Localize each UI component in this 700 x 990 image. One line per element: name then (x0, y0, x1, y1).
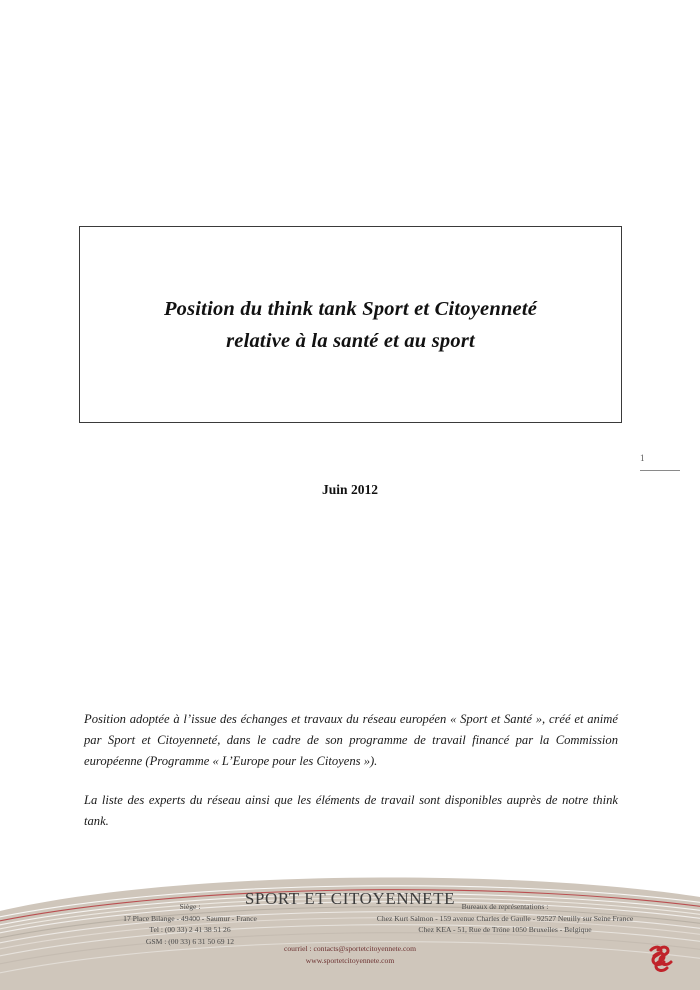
page-number-marker (640, 452, 682, 471)
document-body (84, 709, 618, 832)
sport-et-citoyennete-logo-icon (644, 944, 678, 974)
document-title-box (79, 226, 622, 423)
footer-offices-line-2: Chez KEA - 51, Rue de Tröne 1050 Bruxelles - Belgique (418, 925, 592, 934)
footer-organization-name: SPORT ET CITOYENNETE (244, 889, 456, 908)
footer-headquarters-block (60, 901, 320, 947)
document-date: Juin 2012 (322, 482, 378, 497)
footer-offices-block (340, 901, 670, 936)
footer-website[interactable]: www.sportetcitoyennete.com (305, 956, 395, 965)
footer-content (0, 865, 700, 990)
page-title-line-1: Position du think tank Sport et Citoyenneté (163, 297, 538, 320)
page-number: 1 (640, 453, 645, 463)
page-footer (0, 865, 700, 990)
body-paragraph-2: La liste des experts du réseau ainsi que les éléments de travail sont disponibles auprès de notre think tank. (84, 793, 618, 828)
footer-offices-heading: Bureaux de représentations : (461, 902, 549, 911)
footer-headquarters-line-3: GSM : (00 33) 6 31 50 69 12 (145, 936, 235, 946)
page-title-line-2: relative à la santé et au sport (226, 329, 475, 352)
footer-offices-line-1: Chez Kurt Salmon - 159 avenue Charles de Gaulle - 92527 Neuilly sur Seine France (376, 913, 634, 923)
page-number-rule (640, 470, 680, 471)
footer-email[interactable]: courriel : contacts@sportetcitoyennete.com (283, 944, 417, 953)
footer-contact-block (0, 943, 700, 967)
footer-headquarters-line-2: Tel : (00 33) 2 41 38 51 26 (149, 925, 231, 934)
body-paragraph-1: Position adoptée à l’issue des échanges et travaux du réseau européen « Sport et Santé », créé et animé par Sport et Citoyenneté, dans le cadre de son programme de travail financé par la Commission européenne (Programme « L’Europe pour les Citoyens »). (84, 712, 618, 768)
footer-headquarters-heading: Siège : (179, 902, 201, 911)
footer-headquarters-line-1: 17 Place Bilange - 49400 - Saumur - France (123, 913, 257, 923)
